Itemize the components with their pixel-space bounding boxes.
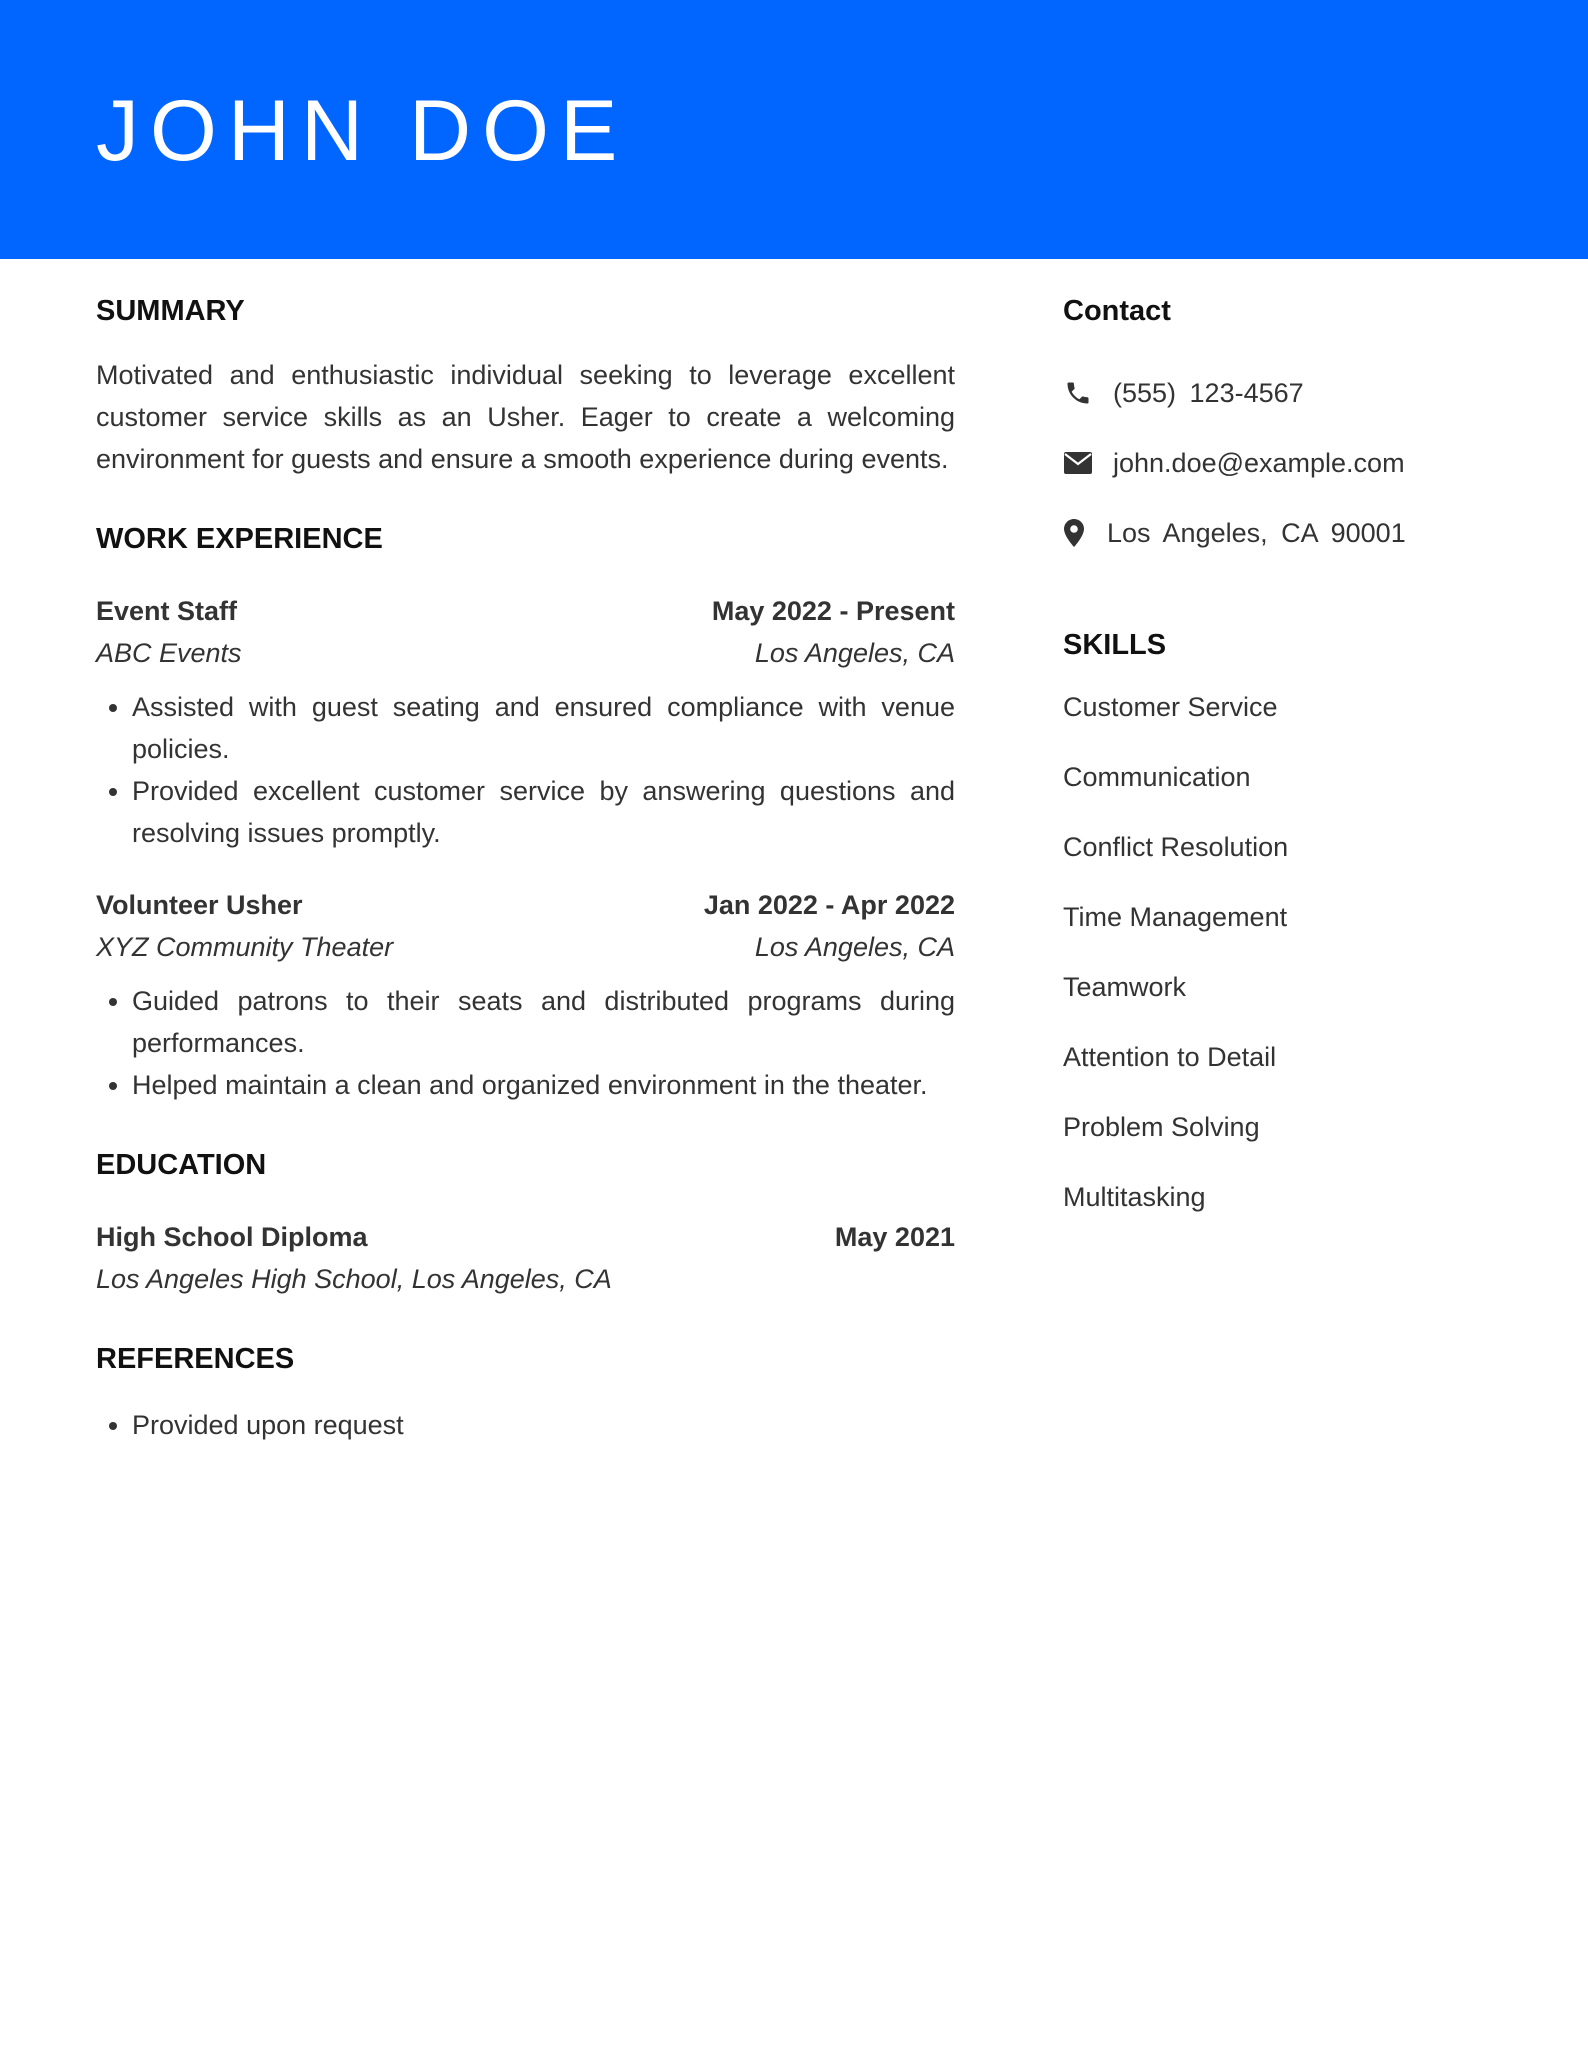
header-banner <box>0 0 1588 259</box>
skill-item: Communication <box>1063 762 1251 792</box>
job-role: Event Staff <box>96 596 238 626</box>
contact-phone <box>1063 358 1503 428</box>
location-text: Los Angeles, CA 90001 <box>1107 517 1406 548</box>
references-title: REFERENCES <box>96 1343 295 1375</box>
summary-section <box>96 290 955 480</box>
candidate-name: JOHN DOE <box>96 83 629 179</box>
skill-item: Multitasking <box>1063 1182 1206 1212</box>
skills-list <box>1063 686 1503 1246</box>
skills-title: SKILLS <box>1063 629 1167 661</box>
reference-item: • Provided upon request <box>132 1404 955 1446</box>
job-bullets <box>96 980 955 1106</box>
summary-text: Motivated and enthusiastic individual seeking to leverage excellent customer service skills as an Usher. Eager to create a welcoming environment for guests and ensure a smooth experience during events. <box>96 360 955 474</box>
job-role: Volunteer Usher <box>96 890 303 920</box>
references-section <box>96 1338 955 1446</box>
skill-item: Time Management <box>1063 902 1288 932</box>
job-bullet: • Helped maintain a clean and organized environment in the theater. <box>132 1064 955 1106</box>
references-list <box>96 1404 955 1446</box>
job-company: XYZ Community Theater <box>96 932 394 962</box>
contact-section <box>1063 290 1503 568</box>
contact-email <box>1063 428 1503 498</box>
job-company: ABC Events <box>96 638 242 668</box>
job-location: Los Angeles, CA <box>754 638 955 668</box>
job-bullet: • Guided patrons to their seats and distributed programs during performances. <box>132 980 955 1064</box>
side-column <box>1063 290 1503 1246</box>
main-column <box>96 290 955 1446</box>
skill-item: Attention to Detail <box>1063 1042 1277 1072</box>
contact-title: Contact <box>1063 295 1171 327</box>
education-entry <box>96 1216 955 1300</box>
map-marker-icon <box>1063 518 1085 548</box>
education-school: Los Angeles High School, Los Angeles, CA <box>96 1264 612 1294</box>
skills-section <box>1063 624 1503 1246</box>
job-entry <box>96 590 955 854</box>
job-dates: Jan 2022 - Apr 2022 <box>703 890 955 920</box>
contact-location <box>1063 498 1503 568</box>
education-degree: High School Diploma <box>96 1222 368 1252</box>
job-location: Los Angeles, CA <box>754 932 955 962</box>
education-section <box>96 1144 955 1300</box>
summary-title: SUMMARY <box>96 295 245 327</box>
education-title: EDUCATION <box>96 1149 267 1181</box>
education-date: May 2021 <box>834 1222 955 1252</box>
envelope-icon <box>1063 448 1093 478</box>
work-experience-section <box>96 518 955 1106</box>
skill-item: Conflict Resolution <box>1063 832 1289 862</box>
email-text: john.doe@example.com <box>1113 447 1405 478</box>
job-dates: May 2022 - Present <box>711 596 955 626</box>
phone-icon <box>1063 378 1093 408</box>
job-bullet: • Assisted with guest seating and ensured compliance with venue policies. <box>132 686 955 770</box>
job-entry <box>96 884 955 1106</box>
skill-item: Teamwork <box>1063 972 1187 1002</box>
job-bullet: • Provided excellent customer service by answering questions and resolving issues promptly. <box>132 770 955 854</box>
phone-text: (555) 123-4567 <box>1113 377 1304 408</box>
job-bullets <box>96 686 955 854</box>
skill-item: Problem Solving <box>1063 1112 1260 1142</box>
work-experience-title: WORK EXPERIENCE <box>96 523 383 555</box>
skill-item: Customer Service <box>1063 692 1278 722</box>
